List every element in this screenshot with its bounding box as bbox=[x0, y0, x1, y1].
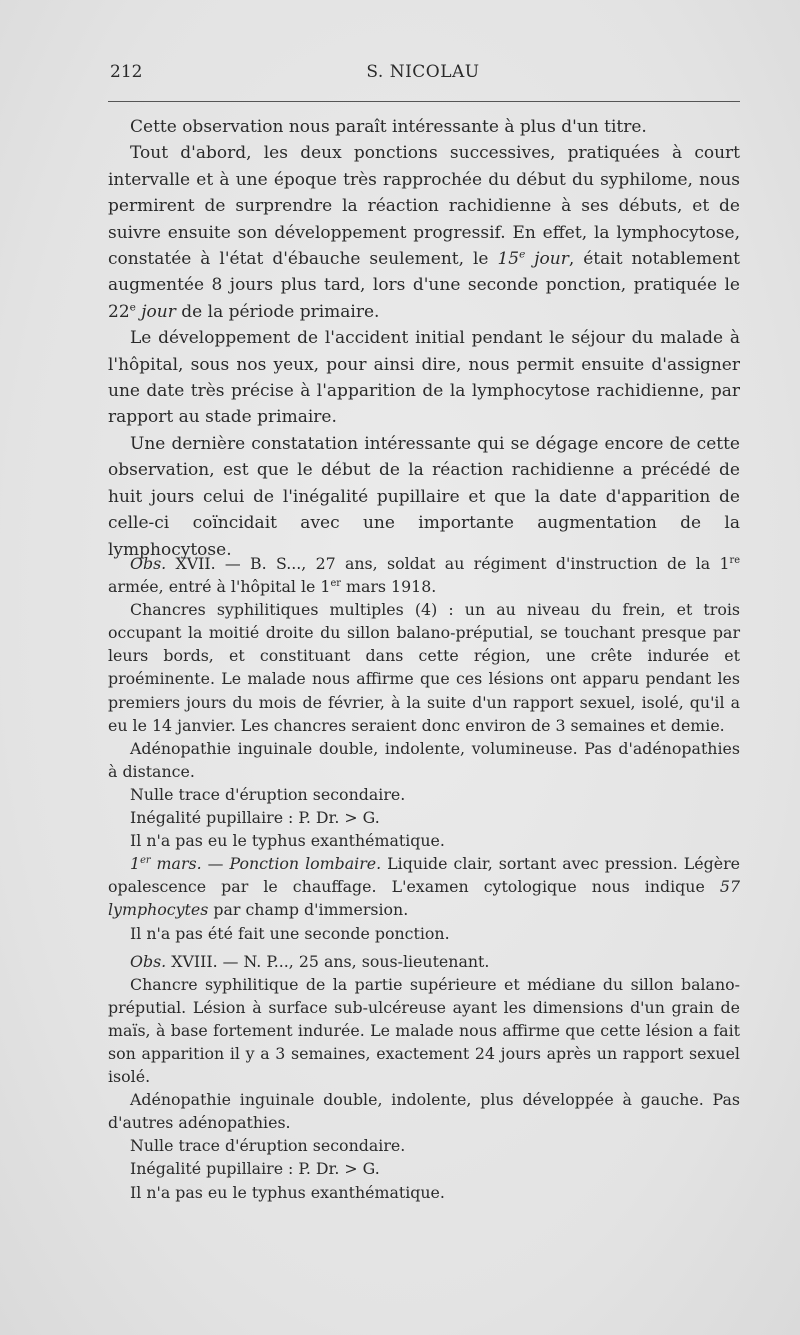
obs-17-intro: Obs. XVII. — B. S..., 27 ans, soldat au régiment d'instruction de la 1re armée, entré à l'hôpital le 1er mars 1918. bbox=[108, 554, 740, 597]
obs-18-intro: Obs. XVIII. — N. P..., 25 ans, sous-lieutenant. bbox=[130, 951, 490, 971]
running-title: S. NICOLAU bbox=[366, 62, 480, 82]
obs-17-typhus: Il n'a pas eu le typhus exanthématique. bbox=[130, 831, 445, 851]
obs-17-pupillary: Inégalité pupillaire : P. Dr. > G. bbox=[130, 808, 380, 828]
obs-17-eruption: Nulle trace d'éruption secondaire. bbox=[130, 784, 406, 804]
page-header bbox=[108, 62, 738, 90]
obs-17-adenopathy: Adénopathie inguinale double, indolente, volumineuse. Pas d'adénopathies à distance. bbox=[108, 738, 740, 781]
paragraph-intro: Cette observation nous paraît intéressante à plus d'un titre. bbox=[130, 117, 647, 137]
obs-18-chancre: Chancre syphilitique de la partie supérieure et médiane du sillon balano-préputial. Lésion à surface sub-ulcéreuse ayant les dimensions d'un grain de maïs, à base fortement indurée. Le malade nous affirme que cette lésion a fait son apparition il y a 3 semaines, exactement 24 jours après un rapport sexuel isolé. bbox=[108, 974, 740, 1087]
obs-17-chancres: Chancres syphilitiques multiples (4) : un au niveau du frein, et trois occupant la moitié droite du sillon balano-préputial, se touchant presque par leurs bords, et constituant dans cette région, une crête indurée et proéminente. Le malade nous affirme que ces lésions ont apparu pendant les premiers jours du mois de février, à la suite d'un rapport sexuel, isolé, qu'il a eu le 14 janvier. Les chancres seraient donc environ de 3 semaines et demie. bbox=[108, 600, 740, 735]
obs-18-adenopathy: Adénopathie inguinale double, indolente, plus développée à gauche. Pas d'autres adénopathies. bbox=[108, 1090, 740, 1133]
paragraph-puncture: Tout d'abord, les deux ponctions successives, pratiquées à court intervalle et à une époque très rapprochée du début du syphilome, nous permirent de surprendre la réaction rachidienne à ses débuts, et de suivre ensuite son développement progressif. En effet, la lymphocytose, constatée à l'état d'ébauche seulement, le 15e jour, était notablement augmentée 8 jours plus tard, lors d'une seconde ponction, pratiquée le 22e jour de la période primaire. bbox=[108, 143, 740, 322]
paragraph-development: Le développement de l'accident initial pendant le séjour du malade à l'hôpital, sous nos yeux, pour ainsi dire, nous permit ensuite d'assigner une date très précise à l'apparition de la lymphocytose rachidienne, par rapport au stade primaire. bbox=[108, 328, 740, 428]
page-number: 212 bbox=[110, 62, 143, 82]
obs-18-pupillary: Inégalité pupillaire : P. Dr. > G. bbox=[130, 1159, 380, 1179]
obs-17-second-puncture: Il n'a pas été fait une seconde ponction. bbox=[130, 923, 450, 943]
observations bbox=[108, 552, 740, 1204]
obs-17-lumbar-puncture: 1er mars. — Ponction lombaire. Liquide clair, sortant avec pression. Légère opalescence par le chauffage. L'examen cytologique nous indique 57 lymphocytes par champ d'immersion. bbox=[108, 854, 740, 920]
obs-18-typhus: Il n'a pas eu le typhus exanthématique. bbox=[130, 1182, 445, 1202]
paragraph-conclusion: Une dernière constatation intéressante qui se dégage encore de cette observation, est que le début de la réaction rachidienne a précédé de huit jours celui de l'inégalité pupillaire et que la date d'apparition de celle-ci coïncidait avec une importante augmentation de la lymphocytose. bbox=[108, 433, 740, 560]
header-rule bbox=[108, 101, 740, 102]
obs-18-eruption: Nulle trace d'éruption secondaire. bbox=[130, 1136, 406, 1156]
main-text bbox=[108, 114, 740, 563]
